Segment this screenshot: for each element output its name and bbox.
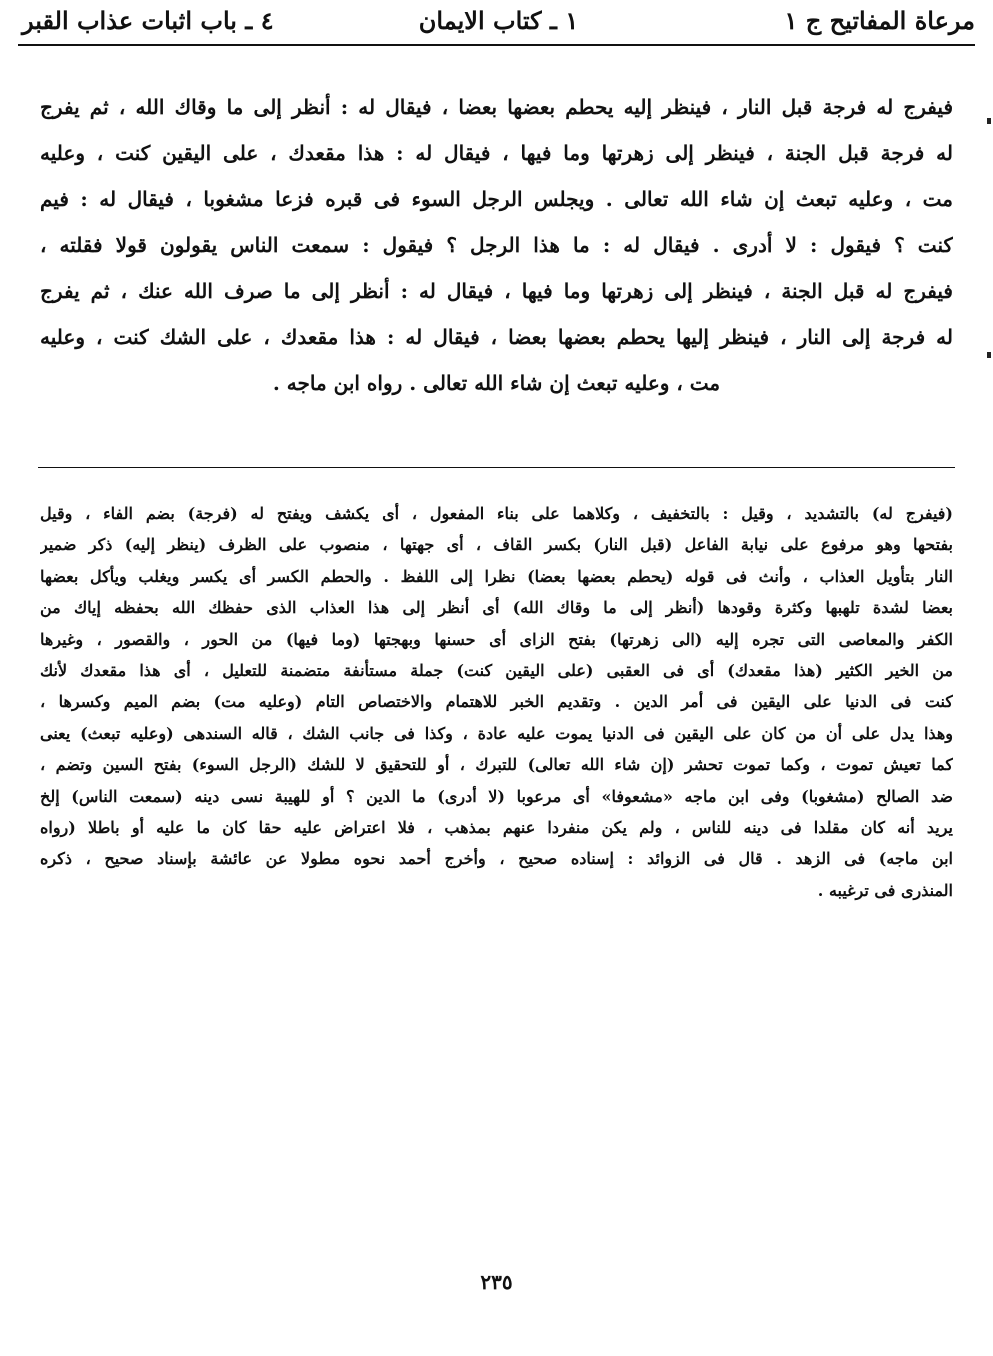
section-divider: [38, 467, 955, 468]
margin-mark: [987, 118, 991, 124]
commentary-line: كنت فى الدنيا على اليقين فى أمر الدين . وتقديم الخبر للاهتمام والاختصاص التام (وعليه مت) بضم الميم وكسرها ،: [40, 692, 953, 712]
hadith-line: فيفرج له فرجة قبل النار ، فينظر إليه يحطم بعضها بعضا ، فيقال له : أنظر إلى ما وقاك الله ، ثم يفرج: [40, 95, 953, 119]
commentary-line: بعضا لشدة تلهبها وكثرة وقودها (أنظر إلى ما وقاك الله) أى أنظر إلى هذا العذاب الذى حفظك الله بحفظه إياك من: [40, 598, 953, 618]
commentary-line: كما تعيش تموت ، وكما تموت تحشر (إن شاء الله تعالى) للتبرك ، أو للتحقيق لا للشك (الرجل السوء) بفتح السين وتضم ،: [40, 755, 953, 775]
commentary-line: النار بتأويل العذاب ، وأنث فى قوله (يحطم بعضها بعضا) نظرا إلى اللفظ . والحطم الكسر أى يكسر ويغلب ويأكل بعضها: [40, 566, 953, 586]
commentary-text: [40, 498, 953, 906]
header-section: ٤ ـ باب اثبات عذاب القبر: [22, 6, 274, 35]
commentary-line: من الخير الكثير (هذا مقعدك) أى فى العقبى (على اليقين كنت) جملة مستأنفة متضمنة للتعليل ، أى هذا مقعدك لأنك: [40, 660, 953, 680]
running-header: [22, 2, 975, 44]
hadith-line: له فرجة قبل الجنة ، فينظر إلى زهرتها وما فيها ، فيقال له : هذا مقعدك ، على اليقين كنت ، وعليه: [40, 141, 953, 165]
hadith-text: [40, 84, 953, 406]
commentary-line: ابن ماجه) فى الزهد . قال فى الزوائد : إسناده صحيح ، وأخرج أحمد نحوه مطولا عن عائشة بإسناد صحيح ، ذكره: [40, 849, 953, 869]
commentary-line: بفتحها وهو مرفوع على نيابة الفاعل (قبل النار) بكسر القاف ، أى جهتها ، منصوب على الظرف (ينظر إليه) ذكر ضمير: [40, 535, 953, 555]
header-book-title: مرعاة المفاتيح ج ١: [784, 6, 975, 35]
commentary-line: المنذرى فى ترغيبه .: [817, 880, 953, 900]
commentary-line: (فيفرج له) بالتشديد ، وقيل : بالتخفيف ، وكلاهما على بناء المفعول ، أى يكشف ويفتح له (فرجة) بضم الفاء ، وقيل: [40, 504, 953, 523]
hadith-line: مت ، وعليه تبعث إن شاء الله تعالى . رواه ابن ماجه .: [272, 371, 721, 395]
hadith-line: له فرجة إلى النار ، فينظر إليها يحطم بعضها بعضا ، فيقال له : هذا مقعدك ، على الشك كنت ، وعليه: [40, 325, 953, 349]
header-chapter: ١ ـ كتاب الايمان: [418, 6, 579, 35]
header-divider: [18, 44, 975, 46]
page-number: ٢٣٥: [480, 1270, 513, 1294]
commentary-line: الكفر والمعاصى التى تجره إليه (الى زهرتها) بفتح الزاى أى حسنها وبهجتها (وما فيها) من الحور ، والقصور ، وغيرها: [40, 629, 953, 649]
commentary-line: وهذا يدل على أن من كان على اليقين فى الدنيا يموت عليه عادة ، وكذا فى جانب الشك ، قاله السندهى (وعليه تبعث) يعنى: [40, 723, 953, 743]
hadith-line: فيفرج له قبل الجنة ، فينظر إلى زهرتها وما فيها ، فيقال له : أنظر إلى ما صرف الله عنك ، ثم يفرج: [40, 279, 953, 303]
hadith-line: كنت ؟ فيقول : لا أدرى . فيقال له : ما هذا الرجل ؟ فيقول : سمعت الناس يقولون قولا فقلته ،: [40, 233, 953, 257]
hadith-line: مت ، وعليه تبعث إن شاء الله تعالى . ويجلس الرجل السوء فى قبره فزعا مشغوبا ، فيقال له : فيم: [40, 187, 953, 211]
commentary-line: ضد الصالح (مشغوبا) وفى ابن ماجه «مشعوفا» أى مرعوبا (لا أدرى) ما الدين ؟ أو للهيبة نسى دينه (سمعت الناس) إلخ: [40, 786, 953, 806]
commentary-line: يريد أنه كان مقلدا فى دينه للناس ، ولم يكن منفردا عنهم بمذهب ، فلا اعتراض عليه حقا كان ما عليه أو باطلا (رواه: [40, 817, 953, 837]
margin-mark: [987, 352, 991, 358]
